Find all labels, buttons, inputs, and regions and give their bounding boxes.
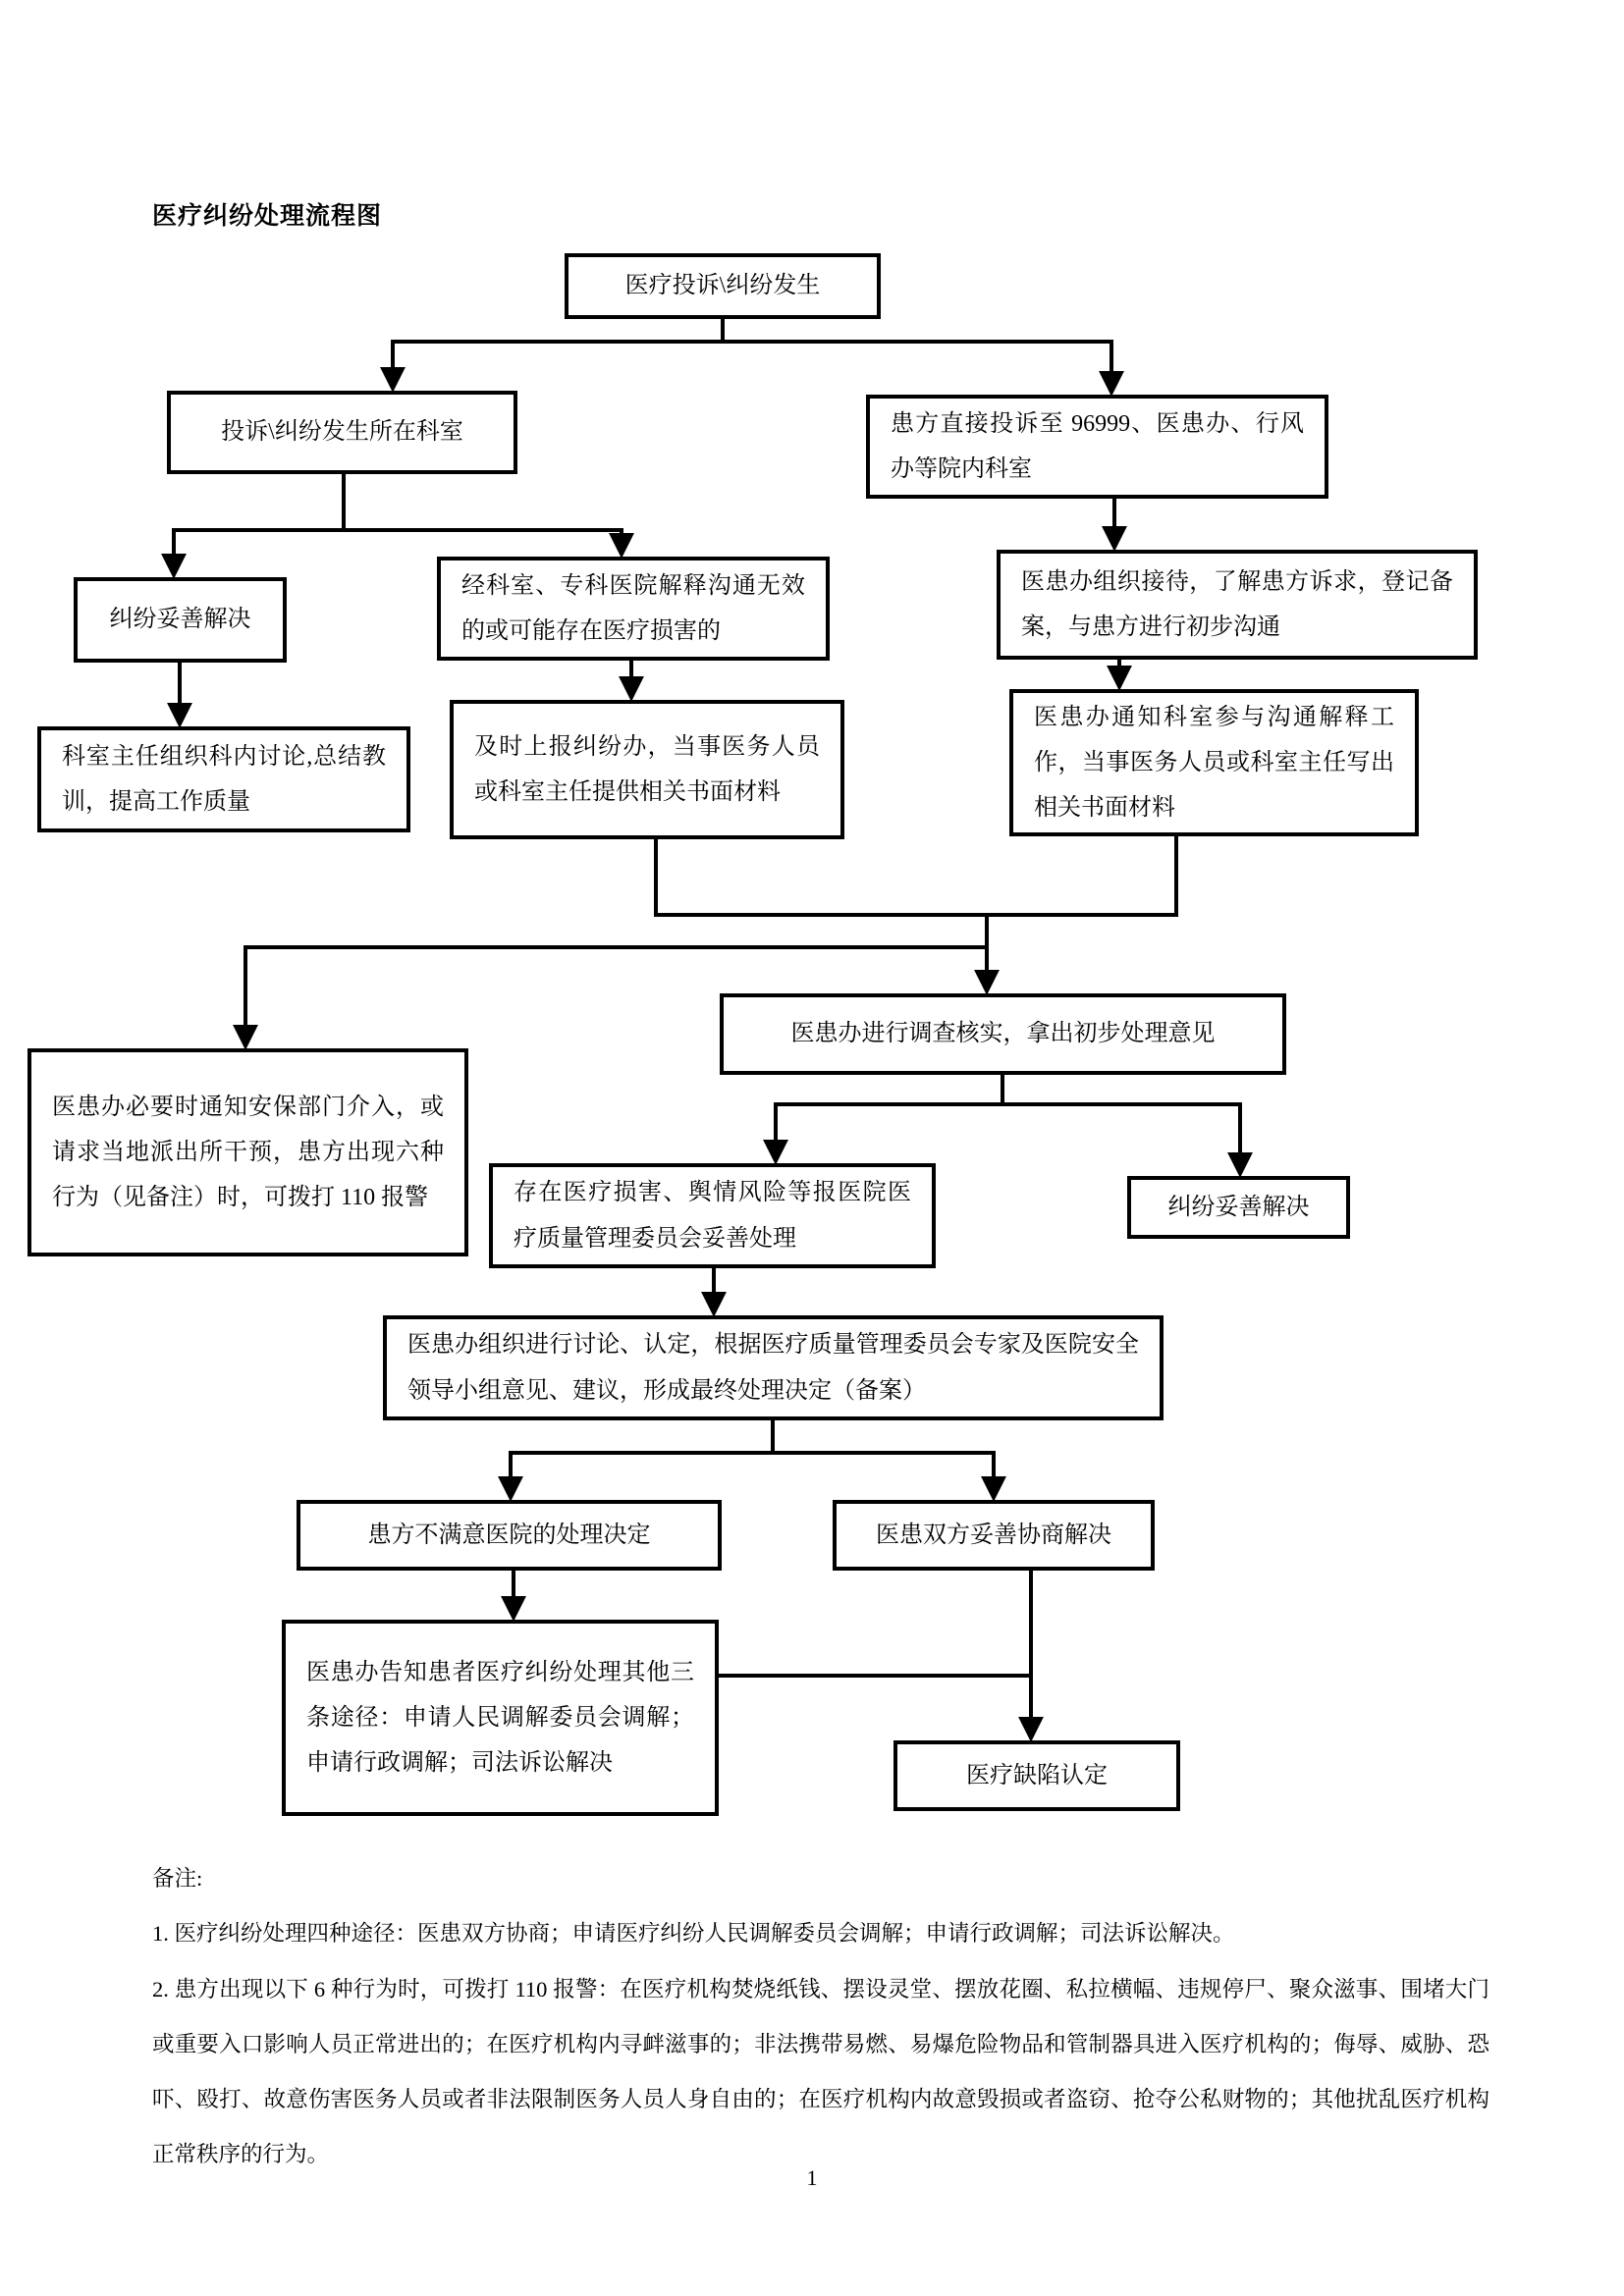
- notes-heading: 备注:: [152, 1866, 203, 1891]
- node-report-to-dispute-office: [450, 700, 844, 839]
- node-label: 纠纷妥善解决: [109, 607, 251, 633]
- node-medical-defect-determination: [893, 1740, 1180, 1811]
- note-item-1: 1. 医疗纠纷处理四种途径：医患双方协商；申请医疗纠纷人民调解委员会调解；申请行政调解；司法诉讼解决。: [152, 1921, 1235, 1947]
- node-label: 医患办通知科室参与沟通解释工作，当事医务人员或科室主任写出相关书面材料: [1034, 704, 1394, 822]
- node-label: 医患办组织接待，了解患方诉求，登记备案，与患方进行初步沟通: [1021, 568, 1453, 640]
- node-investigation-verification: [720, 993, 1286, 1075]
- node-label: 医患双方妥善协商解决: [876, 1522, 1111, 1548]
- node-patient-unsatisfied: [297, 1500, 722, 1571]
- node-label: 纠纷妥善解决: [1167, 1194, 1310, 1220]
- node-dept-internal-discussion: [37, 726, 410, 832]
- node-three-other-channels: [282, 1620, 719, 1816]
- node-label: 医患办告知患者医疗纠纷处理其他三条途径：申请人民调解委员会调解；申请行政调解；司法诉讼解决: [306, 1659, 694, 1777]
- node-label: 医患办进行调查核实，拿出初步处理意见: [790, 1021, 1216, 1047]
- node-label: 经科室、专科医院解释沟通无效的或可能存在医疗损害的: [461, 572, 805, 644]
- page-title: 医疗纠纷处理流程图: [152, 203, 383, 230]
- node-label: 科室主任组织科内讨论,总结教训，提高工作质量: [62, 743, 386, 815]
- node-notify-dept-communication: [1009, 689, 1419, 836]
- note-item-2: 2. 患方出现以下 6 种行为时，可拨打 110 报警：在医疗机构焚烧纸钱、摆设灵堂、摆放花圈、私拉横幅、违规停尸、聚众滋事、围堵大门或重要入口影响人员正常进出的；在医疗机构内寻衅滋事的；非法携带易燃、易爆危险物品和管制器具进入医疗机构的；侮辱、威胁、恐吓、殴打、故意伤害医务人员或者非法限制医务人员人身自由的；在医疗机构内故意毁损或者盗窃、抢夺公私财物的；其他扰乱医疗机构正常秩序的行为。: [152, 1976, 1489, 2167]
- node-dispute-occurs: [565, 253, 881, 319]
- page-number: 1: [806, 2165, 818, 2190]
- node-label: 患方不满意医院的处理决定: [367, 1522, 651, 1548]
- node-label: 及时上报纠纷办，当事医务人员或科室主任提供相关书面材料: [474, 733, 820, 805]
- node-quality-committee: [489, 1163, 936, 1268]
- node-communication-ineffective: [437, 557, 830, 661]
- node-label: 医疗投诉\纠纷发生: [624, 273, 821, 299]
- node-label: 患方直接投诉至 96999、医患办、行风办等院内科室: [891, 410, 1304, 482]
- node-negotiated-resolution: [833, 1500, 1155, 1571]
- node-dispute-resolved-right: [1127, 1176, 1350, 1239]
- node-direct-complaint-96999: [866, 395, 1328, 499]
- node-label: 投诉\纠纷发生所在科室: [221, 419, 463, 446]
- node-label: 医患办必要时通知安保部门介入，或请求当地派出所干预，患方出现六种行为（见备注）时，可拨打 110 报警: [52, 1094, 444, 1211]
- node-label: 存在医疗损害、舆情风险等报医院医疗质量管理委员会妥善处理: [514, 1180, 911, 1252]
- node-dept-where-occurred: [167, 391, 517, 474]
- node-office-reception: [997, 550, 1478, 660]
- node-final-decision: [383, 1315, 1164, 1420]
- node-label: 医患办组织进行讨论、认定，根据医疗质量管理委员会专家及医院安全领导小组意见、建议，形成最终处理决定（备案）: [407, 1332, 1139, 1404]
- node-dispute-resolved-left: [74, 577, 287, 663]
- node-label: 医疗缺陷认定: [966, 1762, 1108, 1789]
- notes-section: [152, 1851, 1489, 2183]
- node-security-110-alarm: [27, 1048, 468, 1256]
